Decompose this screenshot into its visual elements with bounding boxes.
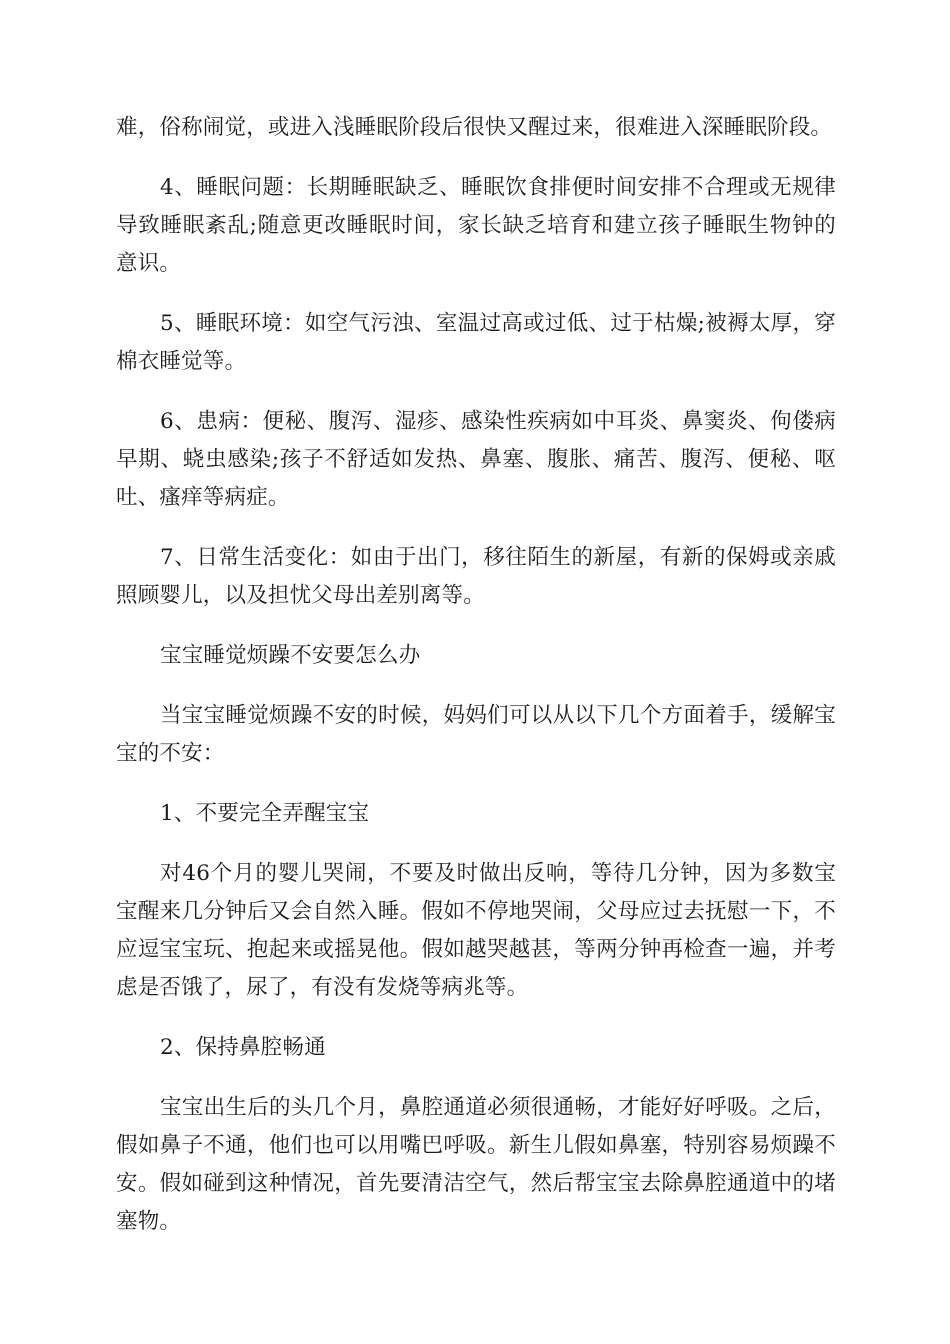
paragraph-intro: 当宝宝睡觉烦躁不安的时候，妈妈们可以从以下几个方面着手，缓解宝宝的不安： (116, 703, 836, 766)
subheading-1: 1、不要完全弄醒宝宝 (160, 801, 370, 826)
paragraph-item-6: 6、患病：便秘、腹泻、湿疹、感染性疾病如中耳炎、鼻窦炎、佝偻病早期、蛲虫感染;孩子不舒适如发热、鼻塞、腹胀、痛苦、腹泻、便秘、呕吐、瘙痒等病症。 (116, 409, 836, 510)
document-body (116, 109, 836, 1241)
section-heading: 宝宝睡觉烦躁不安要怎么办 (160, 643, 421, 668)
paragraph-continuation: 难，俗称闹觉，或进入浅睡眠阶段后很快又醒过来，很难进入深睡眠阶段。 (116, 115, 833, 140)
paragraph-item-7: 7、日常生活变化：如由于出门，移往陌生的新屋，有新的保姆或亲戚照顾婴儿，以及担忧父母出差别离等。 (116, 545, 836, 608)
subheading-2: 2、保持鼻腔畅通 (160, 1035, 326, 1060)
paragraph-item-4: 4、睡眠问题：长期睡眠缺乏、睡眠饮食排便时间安排不合理或无规律导致睡眠紊乱;随意更改睡眠时间，家长缺乏培育和建立孩子睡眠生物钟的意识。 (116, 175, 836, 276)
paragraph-tip-2: 宝宝出生后的头几个月，鼻腔通道必须很通畅，才能好好呼吸。之后，假如鼻子不通，他们也可以用嘴巴呼吸。新生儿假如鼻塞，特别容易烦躁不安。假如碰到这种情况，首先要清洁空气，然后帮宝宝去除鼻腔通道中的堵塞物。 (116, 1095, 836, 1234)
paragraph-tip-1: 对46个月的婴儿哭闹，不要及时做出反响，等待几分钟，因为多数宝宝醒来几分钟后又会自然入睡。假如不停地哭闹，父母应过去抚慰一下，不应逗宝宝玩、抱起来或摇晃他。假如越哭越甚，等两分钟再检查一遍，并考虑是否饿了，尿了，有没有发烧等病兆等。 (116, 861, 836, 1000)
paragraph-item-5: 5、睡眠环境：如空气污浊、室温过高或过低、过于枯燥;被褥太厚，穿棉衣睡觉等。 (116, 311, 836, 374)
